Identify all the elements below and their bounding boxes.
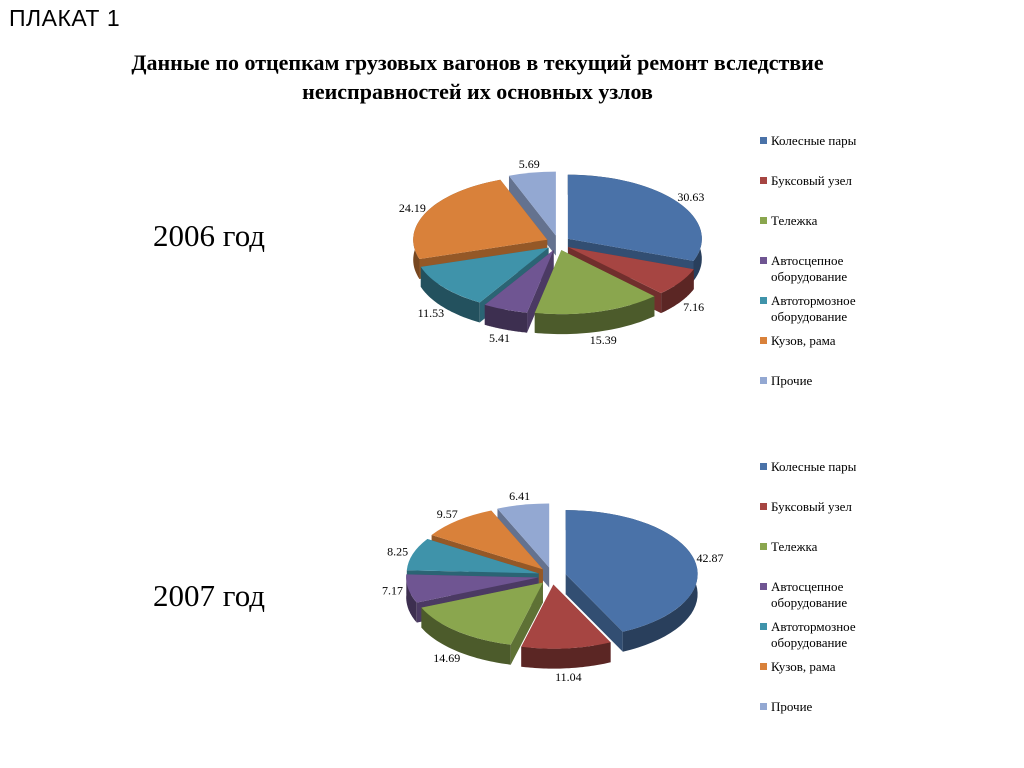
legend-label: Тележка	[771, 539, 818, 554]
legend-item	[760, 579, 910, 611]
title-line-2: неисправностей их основных узлов	[302, 79, 653, 104]
legend-item	[760, 293, 910, 325]
legend-label: Автотормозное оборудование	[771, 293, 856, 324]
legend-item	[760, 333, 910, 349]
legend-label: Автосцепное оборудование	[771, 253, 848, 284]
legend-swatch	[760, 217, 767, 224]
legend-swatch	[760, 337, 767, 344]
legend-swatch	[760, 583, 767, 590]
legend-swatch	[760, 297, 767, 304]
slice-value-label: 7.16	[683, 299, 705, 314]
legend-item	[760, 133, 910, 149]
legend-swatch	[760, 137, 767, 144]
legend-swatch	[760, 377, 767, 384]
slice-value-label: 11.53	[417, 305, 445, 320]
legend-label: Тележка	[771, 213, 818, 228]
legend-item	[760, 659, 910, 675]
slice-value-label: 14.69	[433, 650, 461, 665]
legend-label: Автотормозное оборудование	[771, 619, 856, 650]
legend-label: Буксовый узел	[771, 173, 852, 188]
slice-value-label: 30.63	[677, 190, 705, 205]
legend-swatch	[760, 463, 767, 470]
slice-value-label: 42.87	[696, 550, 724, 565]
legend-label: Прочие	[771, 699, 813, 714]
legend-item	[760, 253, 910, 285]
legend-swatch	[760, 703, 767, 710]
slice-value-label: 9.57	[436, 506, 458, 521]
slice-value-label: 11.04	[555, 670, 582, 685]
slice-value-label: 5.41	[489, 330, 510, 345]
legend-item	[760, 499, 910, 515]
legend-label: Прочие	[771, 373, 813, 388]
legend-item	[760, 459, 910, 475]
legend-swatch	[760, 663, 767, 670]
legend-swatch	[760, 177, 767, 184]
legend-item	[760, 173, 910, 189]
legend-item	[760, 539, 910, 555]
legend-label: Буксовый узел	[771, 499, 852, 514]
legend-label: Автосцепное оборудование	[771, 579, 848, 610]
legend-swatch	[760, 503, 767, 510]
poster-label: ПЛАКАТ 1	[9, 5, 121, 31]
slice-value-label: 24.19	[398, 200, 426, 215]
slice-value-label: 7.17	[382, 583, 403, 598]
legend-label: Колесные пары	[771, 459, 857, 474]
legend-label: Кузов, рама	[771, 659, 836, 674]
legend-swatch	[760, 623, 767, 630]
year-label-2007: 2007 год	[153, 578, 266, 613]
slice-value-label: 15.39	[589, 333, 617, 347]
legend-label: Кузов, рама	[771, 333, 836, 348]
slice-value-label: 5.69	[518, 157, 540, 171]
year-label-2006: 2006 год	[153, 218, 266, 253]
legend-item	[760, 619, 910, 651]
legend-swatch	[760, 543, 767, 550]
legend-swatch	[760, 257, 767, 264]
legend-label: Колесные пары	[771, 133, 857, 148]
legend-item	[760, 213, 910, 229]
slice-value-label: 6.41	[509, 489, 531, 504]
title-line-1: Данные по отцепкам грузовых вагонов в текущий ремонт вследствие	[131, 50, 824, 75]
legend-item	[760, 373, 910, 389]
slice-value-label: 8.25	[387, 544, 409, 559]
legend-item	[760, 699, 910, 715]
